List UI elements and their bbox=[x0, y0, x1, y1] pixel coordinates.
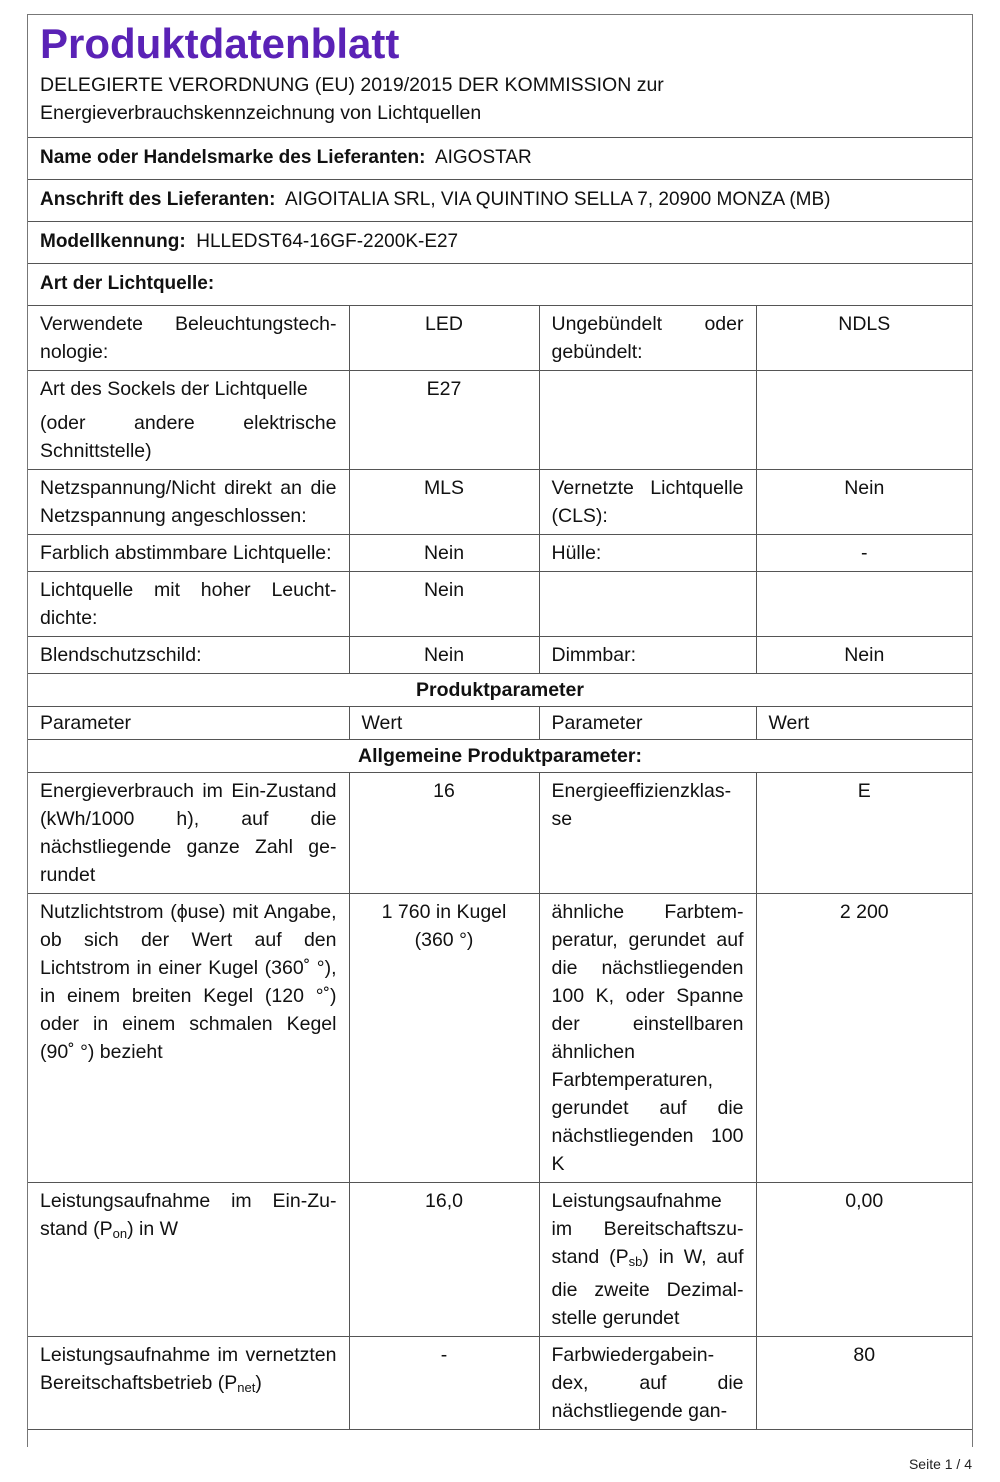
param-value bbox=[756, 371, 972, 470]
param-value: Nein bbox=[756, 470, 972, 535]
text-part: ) bbox=[255, 1372, 262, 1394]
socket-label: Art des Sockels der Lichtquelle bbox=[40, 378, 308, 400]
param-name: Blendschutzschild: bbox=[28, 637, 349, 674]
param-value: 16 bbox=[349, 773, 539, 894]
supplier-name-row bbox=[28, 138, 972, 180]
text-part: Leistungsaufnahme im vernetzten Bereitschaftsbetrieb (P bbox=[40, 1344, 337, 1394]
socket-label-note: (oder andere elektrische Schnittstelle) bbox=[40, 412, 337, 462]
subscript: net bbox=[237, 1380, 256, 1395]
column-header: Parameter bbox=[28, 707, 349, 740]
param-value: 16,0 bbox=[349, 1183, 539, 1337]
param-name bbox=[539, 1183, 756, 1337]
table-row bbox=[28, 535, 972, 572]
table-row bbox=[28, 470, 972, 535]
table-row bbox=[28, 637, 972, 674]
model-value: HLLEDST64-16GF-2200K-E27 bbox=[196, 231, 459, 252]
param-value: E bbox=[756, 773, 972, 894]
param-value: Nein bbox=[349, 572, 539, 637]
supplier-name-value: AIGOSTAR bbox=[434, 147, 532, 168]
param-value: E27 bbox=[349, 371, 539, 470]
parameter-table bbox=[28, 306, 972, 1430]
param-value: LED bbox=[349, 306, 539, 371]
datasheet bbox=[27, 14, 973, 1447]
param-value: 0,00 bbox=[756, 1183, 972, 1337]
param-value: 2 200 bbox=[756, 894, 972, 1183]
table-row bbox=[28, 773, 972, 894]
supplier-name-label: Name oder Handelsmarke des Lieferanten: bbox=[40, 147, 426, 168]
param-value: Nein bbox=[349, 535, 539, 572]
model-row bbox=[28, 222, 972, 264]
column-header: Parameter bbox=[539, 707, 756, 740]
param-value: - bbox=[756, 535, 972, 572]
param-name: Energieeffizienzklasse bbox=[539, 773, 756, 894]
subscript: on bbox=[112, 1226, 128, 1241]
page-title: Produktdatenblatt bbox=[40, 20, 400, 67]
header-block bbox=[28, 15, 972, 138]
param-value: 1 760 in Kugel (360 °) bbox=[349, 894, 539, 1183]
param-name bbox=[539, 371, 756, 470]
light-source-type-heading: Art der Lichtquelle: bbox=[28, 264, 972, 306]
regulation-text bbox=[40, 71, 960, 137]
param-name: Vernetzte Lichtquelle (CLS): bbox=[539, 470, 756, 535]
table-row bbox=[28, 894, 972, 1183]
regulation-line-1: DELEGIERTE VERORDNUNG (EU) 2019/2015 DER KOMMISSION zur bbox=[40, 74, 664, 96]
supplier-address-row bbox=[28, 180, 972, 222]
section-heading: Produktparameter bbox=[28, 674, 972, 707]
supplier-address-label: Anschrift des Lieferanten: bbox=[40, 189, 276, 210]
param-name: Ungebündelt oder gebündelt: bbox=[539, 306, 756, 371]
param-value bbox=[756, 572, 972, 637]
model-label: Modellkennung: bbox=[40, 231, 186, 252]
table-row bbox=[28, 306, 972, 371]
section-heading: Allgemeine Produktparameter: bbox=[28, 740, 972, 773]
param-name bbox=[28, 1183, 349, 1337]
text-part: Leistungsaufnahme im Ein-Zustand (P bbox=[40, 1190, 337, 1240]
text-part: ) in W bbox=[127, 1218, 179, 1240]
param-value: 80 bbox=[756, 1337, 972, 1430]
subscript: sb bbox=[628, 1254, 643, 1269]
supplier-address-value: AIGOITALIA SRL, VIA QUINTINO SELLA 7, 20900 MONZA (MB) bbox=[284, 189, 831, 210]
param-name: Farblich abstimmbare Lichtquelle: bbox=[28, 535, 349, 572]
regulation-line-2: Energieverbrauchskennzeichnung von Lichtquellen bbox=[40, 102, 482, 124]
page-number: Seite 1 / 4 bbox=[908, 1456, 972, 1472]
param-name: Verwendete Beleuchtungstechnologie: bbox=[28, 306, 349, 371]
param-name bbox=[539, 572, 756, 637]
param-name bbox=[28, 371, 349, 470]
text-part: Leistungsaufnahme im Bereitschaftszustand (P bbox=[551, 1190, 744, 1268]
param-name: Energieverbrauch im Ein-Zustand (kWh/1000 h), auf die nächstliegende ganze Zahl gerundet bbox=[28, 773, 349, 894]
param-value: Nein bbox=[756, 637, 972, 674]
section-heading-row bbox=[28, 740, 972, 773]
param-name: Nutzlichtstrom (ϕuse) mit Angabe, ob sich der Wert auf den Lichtstrom in einer Kugel (360˚ °), in einem breiten Kegel (120 °˚) oder in einem schmalen Kegel (90˚ °) bezieht bbox=[28, 894, 349, 1183]
column-header-row bbox=[28, 707, 972, 740]
param-name: Hülle: bbox=[539, 535, 756, 572]
table-row bbox=[28, 1183, 972, 1337]
text-part: ) in W, auf die zweite Dezimalstelle gerundet bbox=[551, 1246, 744, 1329]
column-header: Wert bbox=[349, 707, 539, 740]
table-row bbox=[28, 572, 972, 637]
param-name: Farbwiedergabeindex, auf die nächstliegende gan- bbox=[539, 1337, 756, 1430]
param-value: MLS bbox=[349, 470, 539, 535]
table-row bbox=[28, 371, 972, 470]
param-name bbox=[28, 1337, 349, 1430]
param-value: NDLS bbox=[756, 306, 972, 371]
section-heading-row bbox=[28, 674, 972, 707]
param-value: Nein bbox=[349, 637, 539, 674]
param-name: Netzspannung/Nicht direkt an die Netzspannung angeschlossen: bbox=[28, 470, 349, 535]
table-row bbox=[28, 1337, 972, 1430]
param-name: Lichtquelle mit hoher Leuchtdichte: bbox=[28, 572, 349, 637]
column-header: Wert bbox=[756, 707, 972, 740]
param-value: - bbox=[349, 1337, 539, 1430]
param-name: ähnliche Farbtemperatur, gerundet auf die nächstliegenden 100 K, oder Spanne der einstellbaren ähnlichen Farbtemperaturen, gerundet auf die nächstliegenden 100 K bbox=[539, 894, 756, 1183]
param-name: Dimmbar: bbox=[539, 637, 756, 674]
